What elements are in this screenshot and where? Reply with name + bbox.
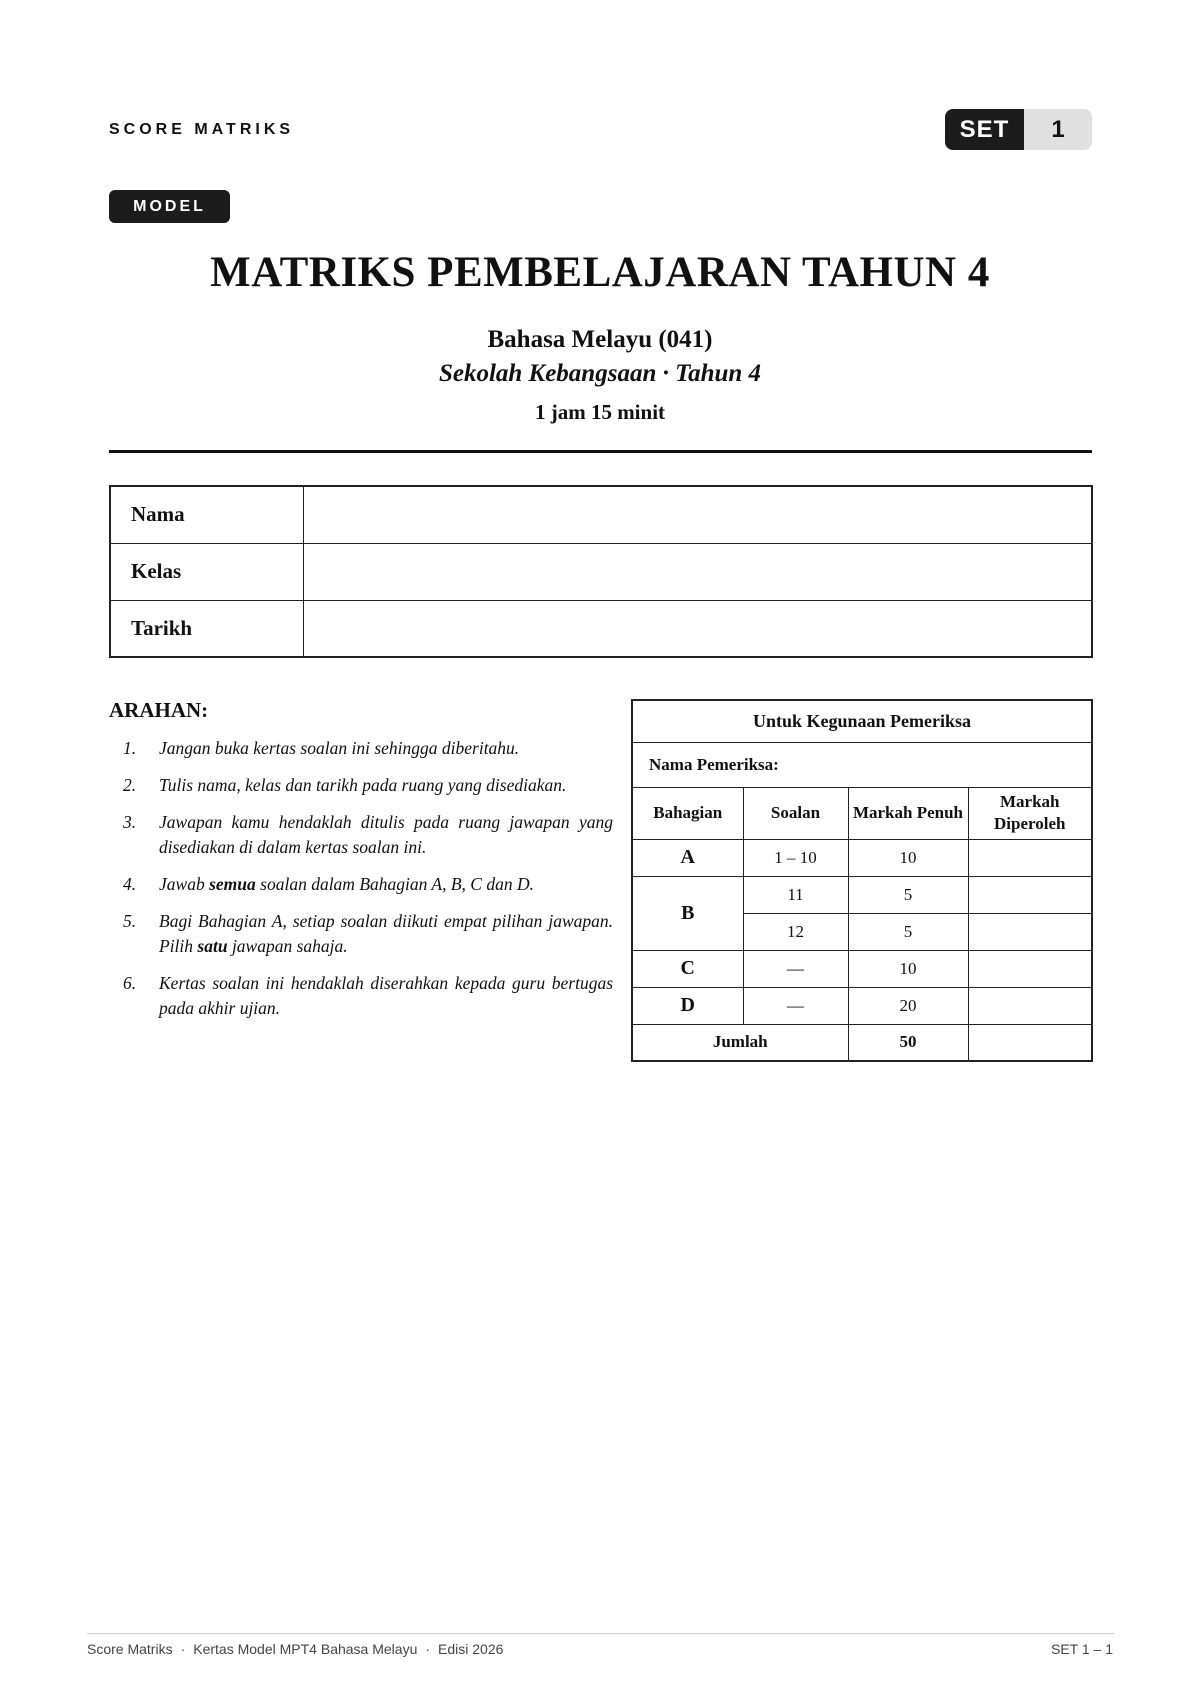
examiner-table-title: Untuk Kegunaan Pemeriksa [632, 700, 1092, 742]
question-cell: 1 – 10 [743, 839, 848, 876]
obtained-marks-cell[interactable] [968, 839, 1092, 876]
instruction-text: Kertas soalan ini hendaklah diserahkan kepada guru bertugas pada akhir ujian. [159, 973, 613, 1018]
footer-paper: Kertas Model MPT4 Bahasa Melayu [193, 1641, 418, 1657]
full-marks-cell: 10 [848, 950, 968, 987]
instruction-text: Jawapan kamu hendaklah ditulis pada ruang jawapan yang disediakan di dalam kertas soalan ini. [159, 812, 613, 857]
footer-info [87, 1641, 503, 1657]
date-field[interactable] [303, 600, 1092, 657]
question-cell: — [743, 987, 848, 1024]
obtained-marks-cell[interactable] [968, 987, 1092, 1024]
instruction-item [109, 971, 613, 1021]
table-row [632, 839, 1092, 876]
instruction-text: Tulis nama, kelas dan tarikh pada ruang yang disediakan. [159, 775, 567, 795]
column-header-section: Bahagian [632, 787, 743, 839]
instruction-number: 5. [123, 911, 137, 931]
full-marks-cell: 10 [848, 839, 968, 876]
instructions-title: ARAHAN: [109, 698, 209, 722]
question-cell: — [743, 950, 848, 987]
instruction-text: Jangan buka kertas soalan ini sehingga diberitahu. [159, 738, 520, 758]
footer-edition: Edisi 2026 [438, 1641, 504, 1657]
footer-publisher: Score Matriks [87, 1641, 173, 1657]
date-label: Tarikh [110, 600, 303, 657]
class-field[interactable] [303, 543, 1092, 600]
column-header-full-marks: Markah Penuh [848, 787, 968, 839]
question-cell: 11 [743, 876, 848, 913]
total-label: Jumlah [632, 1024, 848, 1061]
section-cell: D [632, 987, 743, 1024]
instruction-text-pre: Jawab [159, 874, 210, 894]
footer-divider [87, 1633, 1114, 1634]
page-title: MATRIKS PEMBELAJARAN TAHUN 4 [210, 249, 990, 296]
class-row [110, 543, 1092, 600]
set-number: 1 [1024, 109, 1092, 150]
instruction-item [109, 736, 613, 761]
name-field[interactable] [303, 486, 1092, 543]
section-cell: B [632, 876, 743, 950]
obtained-marks-cell[interactable] [968, 950, 1092, 987]
duration-line: 1 jam 15 minit [534, 400, 666, 424]
header-divider [109, 450, 1092, 453]
name-label: Nama [110, 486, 303, 543]
table-row [632, 950, 1092, 987]
total-full-marks: 50 [848, 1024, 968, 1061]
footer-separator: · [180, 1641, 186, 1657]
instruction-text-pre: Bagi Bahagian A, setiap soalan diikuti empat pilihan jawapan. Pilih [159, 911, 613, 956]
instruction-item [109, 872, 613, 897]
instruction-emphasis: semua [209, 874, 256, 894]
model-badge: MODEL [109, 190, 230, 223]
instruction-item [109, 909, 613, 959]
examiner-marks-table [631, 699, 1093, 1062]
section-cell: C [632, 950, 743, 987]
subject-line: Bahasa Melayu (041) [487, 326, 713, 353]
publisher-brand: SCORE MATRIKS [109, 121, 295, 138]
table-row [632, 876, 1092, 913]
page-number: SET 1 – 1 [1050, 1641, 1113, 1657]
section-cell: A [632, 839, 743, 876]
full-marks-cell: 5 [848, 876, 968, 913]
full-marks-cell: 20 [848, 987, 968, 1024]
footer-separator: · [425, 1641, 431, 1657]
set-label: SET [945, 109, 1024, 150]
instruction-number: 2. [123, 775, 137, 795]
instruction-text-post: jawapan sahaja. [227, 936, 348, 956]
full-marks-cell: 5 [848, 913, 968, 950]
question-cell: 12 [743, 913, 848, 950]
examiner-name-label: Nama Pemeriksa: [632, 742, 1092, 787]
total-row [632, 1024, 1092, 1061]
instruction-item [109, 773, 613, 798]
obtained-marks-cell[interactable] [968, 876, 1092, 913]
student-info-table [109, 485, 1093, 658]
instruction-number: 6. [123, 973, 137, 993]
instruction-emphasis: satu [197, 936, 228, 956]
column-header-question: Soalan [743, 787, 848, 839]
instruction-number: 3. [123, 812, 137, 832]
instruction-text-post: soalan dalam Bahagian A, B, C dan D. [255, 874, 534, 894]
total-obtained-marks[interactable] [968, 1024, 1092, 1061]
column-header-obtained-marks: Markah Diperoleh [968, 787, 1092, 839]
instruction-number: 4. [123, 874, 137, 894]
instruction-number: 1. [123, 738, 137, 758]
class-label: Kelas [110, 543, 303, 600]
table-row [632, 987, 1092, 1024]
name-row [110, 486, 1092, 543]
school-line: Sekolah Kebangsaan · Tahun 4 [438, 360, 762, 387]
obtained-marks-cell[interactable] [968, 913, 1092, 950]
instructions-list [109, 736, 613, 1033]
date-row [110, 600, 1092, 657]
instruction-item [109, 810, 613, 860]
set-badge [945, 109, 1092, 150]
